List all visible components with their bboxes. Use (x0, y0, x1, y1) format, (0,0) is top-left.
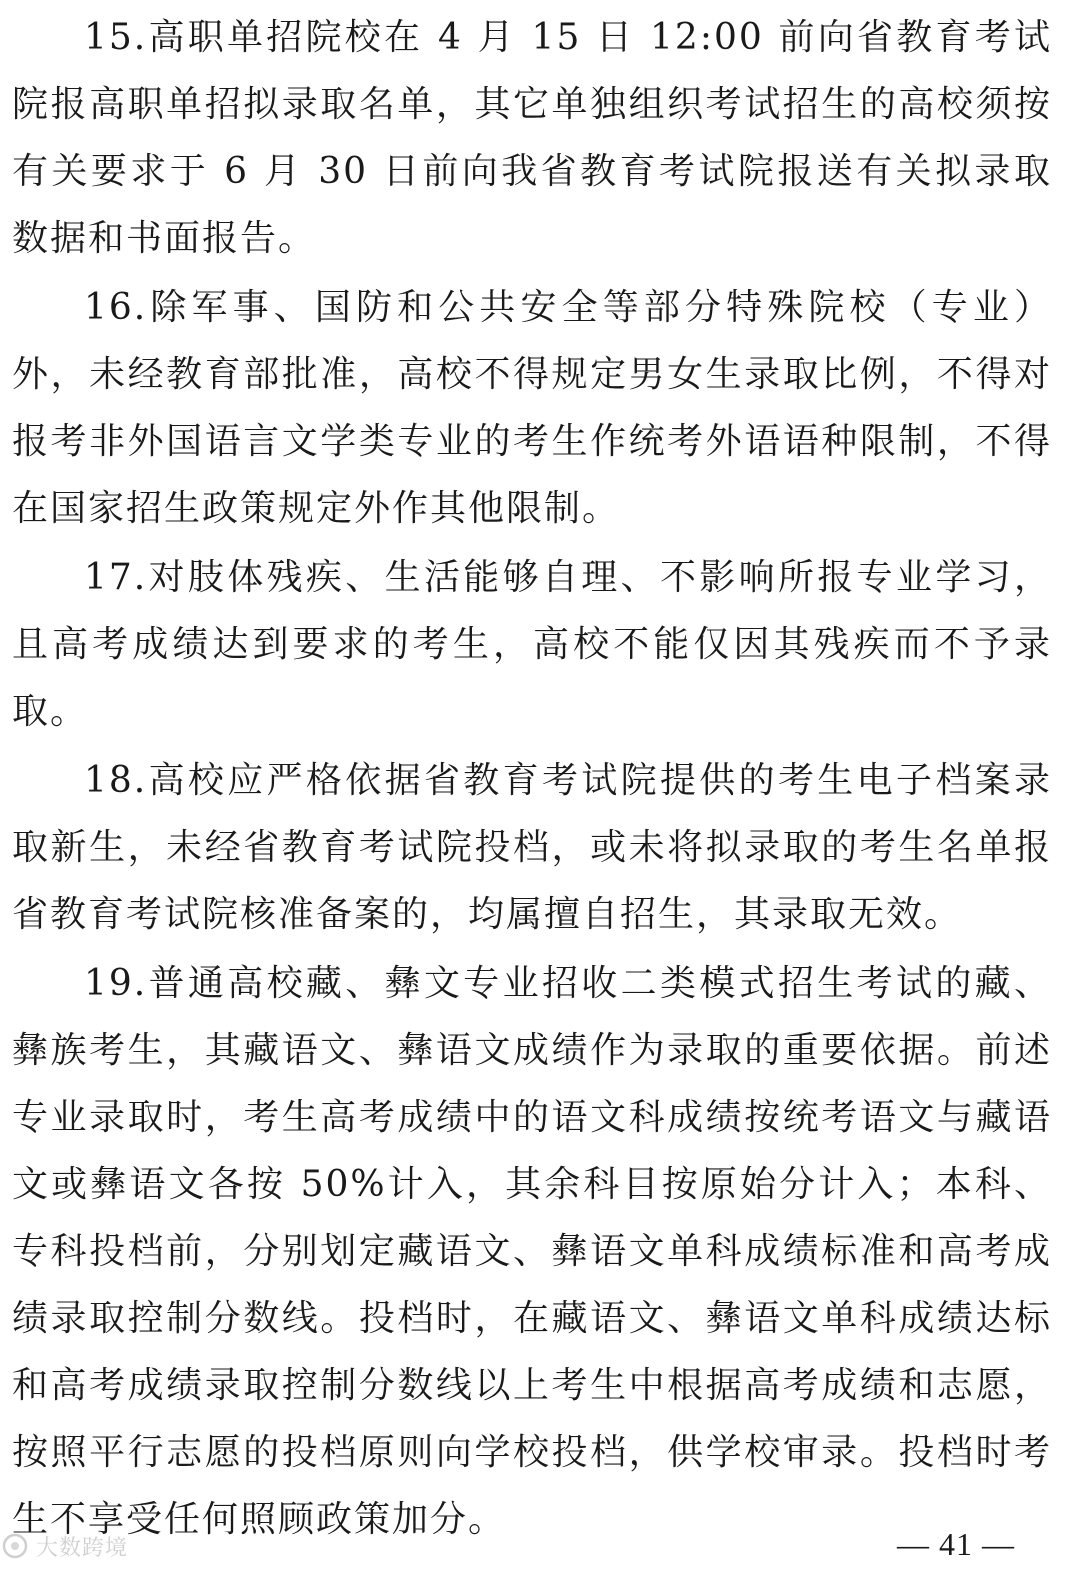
paragraph-19: 19.普通高校藏、彝文专业招收二类模式招生考试的藏、彝族考生，其藏语文、彝语文成绩作为录取的重要依据。前述专业录取时，考生高考成绩中的语文科成绩按统考语文与藏语文或彝语文各按 50%计入，其余科目按原始分计入；本科、专科投档前，分别划定藏语文、彝语文单科成绩标准和高考成绩录取控制分数线。投档时，在藏语文、彝语文单科成绩达标和高考成绩录取控制分数线以上考生中根据高考成绩和志愿，按照平行志愿的投档原则向学校投档，供学校审录。投档时考生不享受任何照顾政策加分。 (12, 963, 1052, 1540)
watermark (0, 1528, 128, 1564)
watermark-text: 大数跨境 (36, 1535, 129, 1561)
paragraph-18: 18.高校应严格依据省教育考试院提供的考生电子档案录取新生，未经省教育考试院投档，或未将拟录取的考生名单报省教育考试院核准备案的，均属擅自招生，其录取无效。 (12, 760, 1052, 935)
paragraph-17: 17.对肢体残疾、生活能够自理、不影响所报专业学习，且高考成绩达到要求的考生，高校不能仅因其残疾而不予录取。 (12, 557, 1052, 732)
paragraph-15: 15.高职单招院校在 4 月 15 日 12:00 前向省教育考试院报高职单招拟录取名单，其它单独组织考试招生的高校须按有关要求于 6 月 30 日前向我省教育考试院报送有关拟录取数据和书面报告。 (12, 17, 1052, 259)
document-body (12, 4, 1052, 1555)
page-number: — 41 — (897, 1526, 1015, 1562)
watermark-logo-icon (0, 1531, 30, 1561)
paragraph-16: 16.除军事、国防和公共安全等部分特殊院校（专业）外，未经教育部批准，高校不得规定男女生录取比例，不得对报考非外国语言文学类专业的考生作统考外语语种限制，不得在国家招生政策规定外作其他限制。 (12, 287, 1052, 529)
